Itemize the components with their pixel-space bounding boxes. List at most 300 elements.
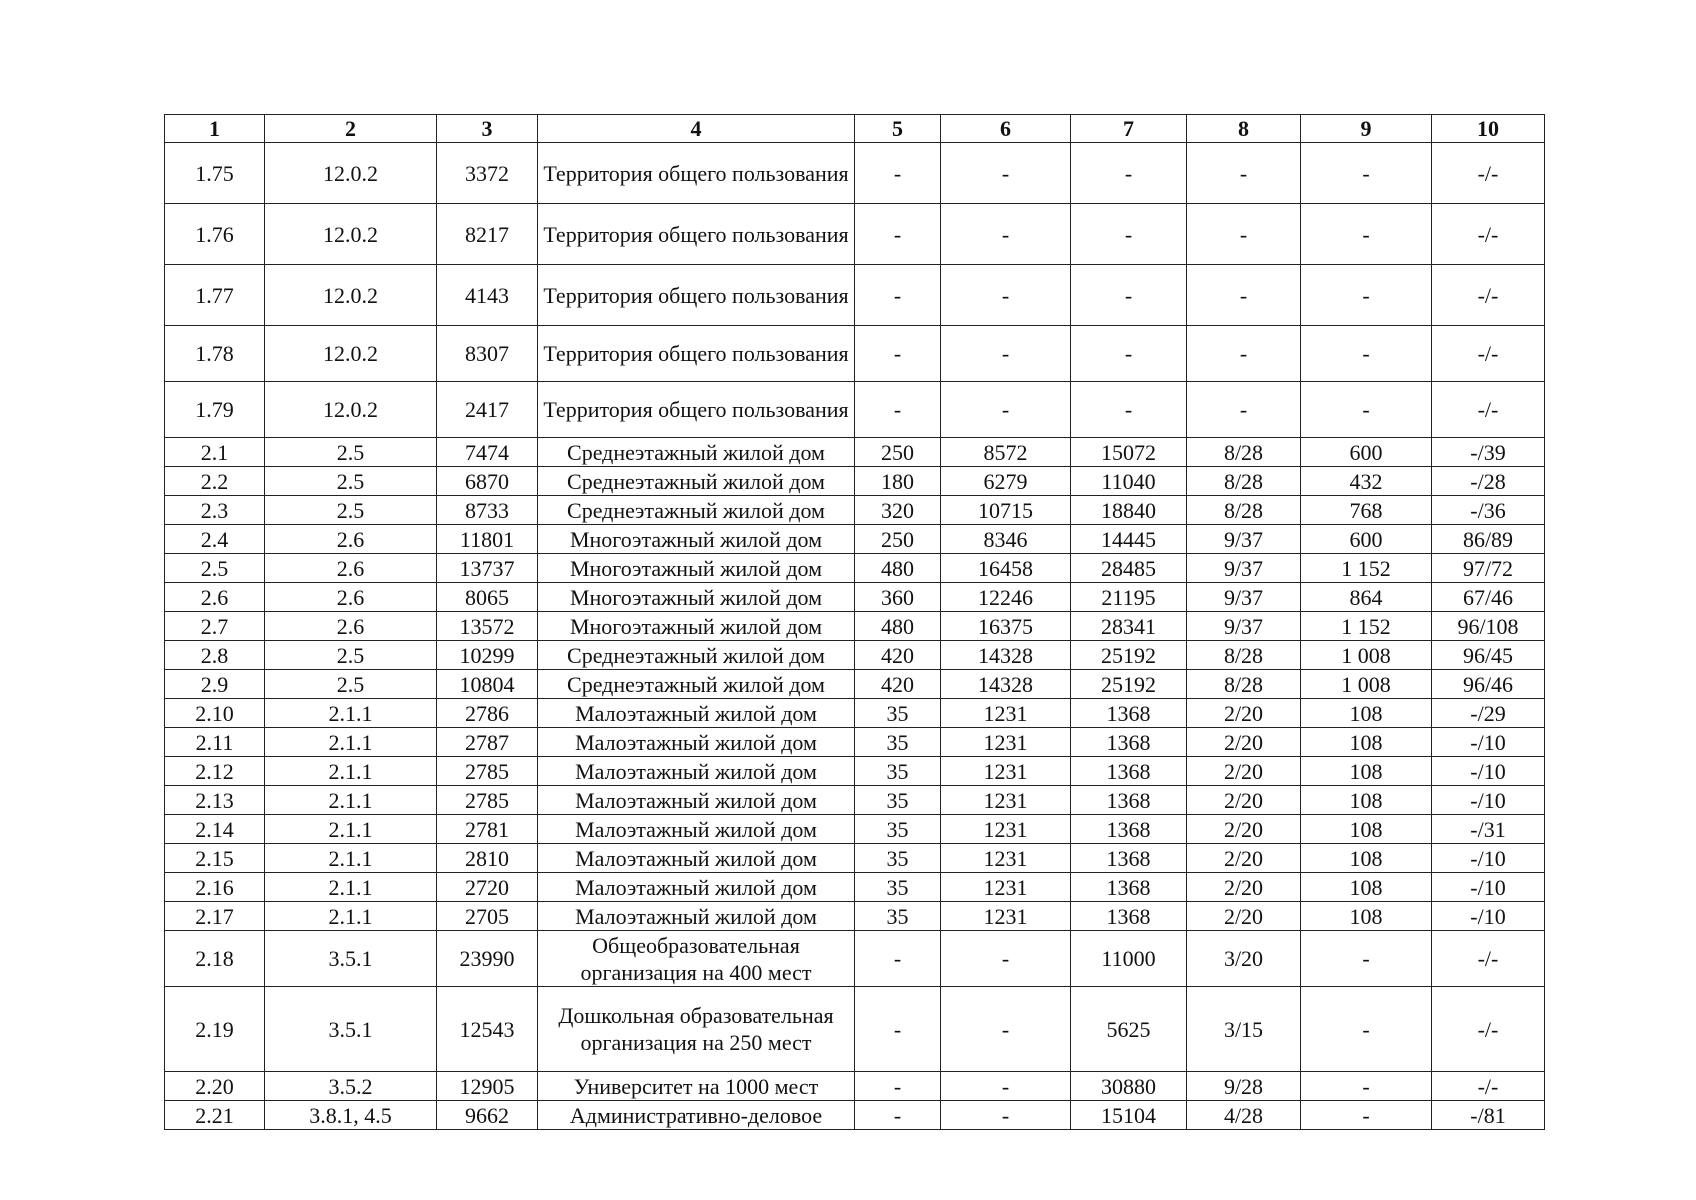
- header-row: [165, 115, 1545, 143]
- cell-col5: -: [855, 326, 941, 382]
- table-row: [165, 467, 1545, 496]
- cell-col9: 108: [1301, 844, 1432, 873]
- cell-col7: 25192: [1071, 641, 1187, 670]
- cell-code: 2.5: [265, 641, 437, 670]
- cell-col8: 9/37: [1187, 525, 1301, 554]
- cell-number: 2.16: [165, 873, 265, 902]
- cell-col9: 1 008: [1301, 670, 1432, 699]
- cell-col6: 10715: [941, 496, 1071, 525]
- cell-area: 8217: [437, 204, 538, 265]
- cell-col5: -: [855, 987, 941, 1072]
- cell-col6: -: [941, 1072, 1071, 1101]
- cell-col8: -: [1187, 382, 1301, 438]
- cell-name: Многоэтажный жилой дом: [538, 554, 855, 583]
- cell-col7: 1368: [1071, 815, 1187, 844]
- cell-col7: -: [1071, 204, 1187, 265]
- cell-code: 12.0.2: [265, 382, 437, 438]
- table-row: [165, 931, 1545, 987]
- header-cell: 5: [855, 115, 941, 143]
- cell-col9: 864: [1301, 583, 1432, 612]
- cell-col5: 35: [855, 728, 941, 757]
- header-cell: 6: [941, 115, 1071, 143]
- cell-col10: -/-: [1432, 987, 1545, 1072]
- cell-col8: -: [1187, 204, 1301, 265]
- cell-name: Территория общего пользования: [538, 204, 855, 265]
- cell-number: 2.6: [165, 583, 265, 612]
- table-row: [165, 873, 1545, 902]
- cell-col6: 1231: [941, 786, 1071, 815]
- table-row: [165, 326, 1545, 382]
- cell-code: 2.5: [265, 670, 437, 699]
- cell-col6: -: [941, 204, 1071, 265]
- table-row: [165, 204, 1545, 265]
- cell-col10: -/36: [1432, 496, 1545, 525]
- data-table: [164, 114, 1545, 1130]
- cell-col10: 96/45: [1432, 641, 1545, 670]
- cell-col8: 4/28: [1187, 1101, 1301, 1130]
- cell-col10: -/10: [1432, 873, 1545, 902]
- table-row: [165, 496, 1545, 525]
- header-cell: 4: [538, 115, 855, 143]
- cell-name: Территория общего пользования: [538, 265, 855, 326]
- cell-area: 2781: [437, 815, 538, 844]
- cell-col7: 1368: [1071, 844, 1187, 873]
- cell-area: 2785: [437, 757, 538, 786]
- table-row: [165, 757, 1545, 786]
- cell-number: 2.10: [165, 699, 265, 728]
- cell-col9: 1 152: [1301, 612, 1432, 641]
- cell-col5: -: [855, 931, 941, 987]
- table-row: [165, 786, 1545, 815]
- cell-col8: 8/28: [1187, 670, 1301, 699]
- cell-area: 2417: [437, 382, 538, 438]
- cell-code: 2.1.1: [265, 873, 437, 902]
- cell-code: 3.8.1, 4.5: [265, 1101, 437, 1130]
- cell-col10: -/28: [1432, 467, 1545, 496]
- cell-col9: -: [1301, 987, 1432, 1072]
- cell-col10: 96/108: [1432, 612, 1545, 641]
- cell-col5: 250: [855, 525, 941, 554]
- cell-number: 2.4: [165, 525, 265, 554]
- table-body: [165, 143, 1545, 1130]
- cell-col8: 2/20: [1187, 815, 1301, 844]
- cell-col9: 108: [1301, 757, 1432, 786]
- cell-col10: -/10: [1432, 844, 1545, 873]
- cell-code: 3.5.2: [265, 1072, 437, 1101]
- cell-name: Многоэтажный жилой дом: [538, 583, 855, 612]
- table-row: [165, 143, 1545, 204]
- cell-area: 8733: [437, 496, 538, 525]
- cell-col9: 768: [1301, 496, 1432, 525]
- cell-col7: 11040: [1071, 467, 1187, 496]
- cell-col7: -: [1071, 143, 1187, 204]
- cell-col7: 15072: [1071, 438, 1187, 467]
- table-row: [165, 525, 1545, 554]
- cell-col9: 108: [1301, 786, 1432, 815]
- cell-col8: 9/37: [1187, 612, 1301, 641]
- cell-code: 12.0.2: [265, 326, 437, 382]
- cell-area: 10804: [437, 670, 538, 699]
- cell-col6: 14328: [941, 641, 1071, 670]
- cell-area: 2787: [437, 728, 538, 757]
- cell-name: Малоэтажный жилой дом: [538, 728, 855, 757]
- cell-name: Территория общего пользования: [538, 382, 855, 438]
- cell-area: 11801: [437, 525, 538, 554]
- cell-col7: 1368: [1071, 902, 1187, 931]
- cell-number: 2.1: [165, 438, 265, 467]
- cell-number: 1.76: [165, 204, 265, 265]
- cell-name: Многоэтажный жилой дом: [538, 612, 855, 641]
- table-row: [165, 382, 1545, 438]
- cell-code: 12.0.2: [265, 265, 437, 326]
- cell-col5: 480: [855, 612, 941, 641]
- cell-col7: 28341: [1071, 612, 1187, 641]
- cell-name: Общеобразовательная организация на 400 мест: [538, 931, 855, 987]
- cell-code: 3.5.1: [265, 987, 437, 1072]
- cell-col8: 2/20: [1187, 699, 1301, 728]
- cell-col8: 8/28: [1187, 438, 1301, 467]
- cell-area: 13737: [437, 554, 538, 583]
- cell-col10: -/81: [1432, 1101, 1545, 1130]
- cell-col6: 1231: [941, 844, 1071, 873]
- cell-col8: 9/37: [1187, 583, 1301, 612]
- cell-col9: -: [1301, 1101, 1432, 1130]
- cell-col10: -/39: [1432, 438, 1545, 467]
- cell-code: 2.6: [265, 612, 437, 641]
- header-cell: 3: [437, 115, 538, 143]
- header-cell: 8: [1187, 115, 1301, 143]
- cell-col9: 108: [1301, 728, 1432, 757]
- table-row: [165, 987, 1545, 1072]
- cell-number: 2.18: [165, 931, 265, 987]
- cell-area: 13572: [437, 612, 538, 641]
- cell-number: 1.78: [165, 326, 265, 382]
- cell-col5: 35: [855, 815, 941, 844]
- cell-name: Многоэтажный жилой дом: [538, 525, 855, 554]
- cell-col5: -: [855, 265, 941, 326]
- cell-col9: 108: [1301, 815, 1432, 844]
- cell-col5: 35: [855, 786, 941, 815]
- cell-col6: 1231: [941, 757, 1071, 786]
- cell-col10: -/10: [1432, 902, 1545, 931]
- cell-col6: -: [941, 143, 1071, 204]
- cell-number: 1.75: [165, 143, 265, 204]
- cell-col8: 3/15: [1187, 987, 1301, 1072]
- cell-area: 2810: [437, 844, 538, 873]
- cell-col8: 8/28: [1187, 467, 1301, 496]
- cell-col7: 18840: [1071, 496, 1187, 525]
- cell-code: 2.1.1: [265, 786, 437, 815]
- cell-col5: 320: [855, 496, 941, 525]
- cell-number: 1.77: [165, 265, 265, 326]
- cell-col6: -: [941, 931, 1071, 987]
- cell-col6: 6279: [941, 467, 1071, 496]
- table-row: [165, 265, 1545, 326]
- header-cell: 10: [1432, 115, 1545, 143]
- cell-area: 8065: [437, 583, 538, 612]
- cell-code: 2.1.1: [265, 728, 437, 757]
- cell-col7: 5625: [1071, 987, 1187, 1072]
- cell-code: 12.0.2: [265, 204, 437, 265]
- cell-col5: 420: [855, 641, 941, 670]
- cell-col8: 2/20: [1187, 902, 1301, 931]
- cell-col5: 420: [855, 670, 941, 699]
- cell-name: Малоэтажный жилой дом: [538, 844, 855, 873]
- cell-col9: 600: [1301, 438, 1432, 467]
- cell-number: 2.2: [165, 467, 265, 496]
- cell-col6: 1231: [941, 815, 1071, 844]
- cell-number: 2.12: [165, 757, 265, 786]
- cell-col9: -: [1301, 1072, 1432, 1101]
- cell-col6: -: [941, 382, 1071, 438]
- cell-number: 2.19: [165, 987, 265, 1072]
- cell-col10: -/10: [1432, 728, 1545, 757]
- cell-code: 2.1.1: [265, 757, 437, 786]
- cell-name: Малоэтажный жилой дом: [538, 815, 855, 844]
- cell-name: Среднеэтажный жилой дом: [538, 670, 855, 699]
- cell-col9: -: [1301, 382, 1432, 438]
- cell-col6: 16458: [941, 554, 1071, 583]
- cell-name: Малоэтажный жилой дом: [538, 699, 855, 728]
- cell-number: 2.5: [165, 554, 265, 583]
- cell-col10: -/-: [1432, 265, 1545, 326]
- table-row: [165, 1101, 1545, 1130]
- cell-name: Малоэтажный жилой дом: [538, 786, 855, 815]
- cell-col7: 11000: [1071, 931, 1187, 987]
- cell-col9: 600: [1301, 525, 1432, 554]
- cell-col8: -: [1187, 265, 1301, 326]
- cell-col8: 2/20: [1187, 873, 1301, 902]
- cell-col8: 8/28: [1187, 496, 1301, 525]
- cell-col7: 15104: [1071, 1101, 1187, 1130]
- cell-col10: 67/46: [1432, 583, 1545, 612]
- cell-col5: 180: [855, 467, 941, 496]
- cell-col10: -/-: [1432, 326, 1545, 382]
- cell-col7: 1368: [1071, 728, 1187, 757]
- cell-name: Малоэтажный жилой дом: [538, 757, 855, 786]
- cell-col5: -: [855, 1101, 941, 1130]
- table-row: [165, 902, 1545, 931]
- cell-number: 2.13: [165, 786, 265, 815]
- cell-col6: -: [941, 265, 1071, 326]
- cell-col7: 14445: [1071, 525, 1187, 554]
- cell-name: Территория общего пользования: [538, 143, 855, 204]
- cell-col7: -: [1071, 265, 1187, 326]
- cell-area: 2786: [437, 699, 538, 728]
- cell-code: 2.5: [265, 467, 437, 496]
- cell-col7: 1368: [1071, 757, 1187, 786]
- table-row: [165, 641, 1545, 670]
- cell-col10: -/-: [1432, 1072, 1545, 1101]
- cell-area: 9662: [437, 1101, 538, 1130]
- cell-col5: -: [855, 204, 941, 265]
- cell-col8: -: [1187, 143, 1301, 204]
- cell-area: 23990: [437, 931, 538, 987]
- table-row: [165, 1072, 1545, 1101]
- cell-area: 10299: [437, 641, 538, 670]
- cell-col9: -: [1301, 143, 1432, 204]
- cell-number: 2.14: [165, 815, 265, 844]
- cell-col9: 108: [1301, 902, 1432, 931]
- table-row: [165, 554, 1545, 583]
- cell-name: Территория общего пользования: [538, 326, 855, 382]
- cell-col6: 12246: [941, 583, 1071, 612]
- table-row: [165, 438, 1545, 467]
- cell-code: 2.1.1: [265, 815, 437, 844]
- cell-area: 3372: [437, 143, 538, 204]
- cell-code: 2.1.1: [265, 699, 437, 728]
- cell-col5: -: [855, 143, 941, 204]
- header-cell: 1: [165, 115, 265, 143]
- cell-col10: 97/72: [1432, 554, 1545, 583]
- header-cell: 9: [1301, 115, 1432, 143]
- cell-col6: -: [941, 326, 1071, 382]
- table-row: [165, 612, 1545, 641]
- cell-col8: 3/20: [1187, 931, 1301, 987]
- cell-col9: -: [1301, 326, 1432, 382]
- cell-col10: 96/46: [1432, 670, 1545, 699]
- cell-col8: 9/37: [1187, 554, 1301, 583]
- cell-number: 2.20: [165, 1072, 265, 1101]
- cell-col9: 108: [1301, 873, 1432, 902]
- cell-col6: 16375: [941, 612, 1071, 641]
- cell-code: 2.6: [265, 525, 437, 554]
- cell-col9: 108: [1301, 699, 1432, 728]
- cell-number: 1.79: [165, 382, 265, 438]
- cell-col10: -/-: [1432, 204, 1545, 265]
- cell-number: 2.3: [165, 496, 265, 525]
- cell-area: 2705: [437, 902, 538, 931]
- cell-col8: 2/20: [1187, 757, 1301, 786]
- cell-col10: -/-: [1432, 382, 1545, 438]
- cell-col5: 35: [855, 873, 941, 902]
- cell-col10: -/29: [1432, 699, 1545, 728]
- cell-name: Дошкольная образовательная организация на 250 мест: [538, 987, 855, 1072]
- cell-area: 6870: [437, 467, 538, 496]
- cell-col9: -: [1301, 931, 1432, 987]
- cell-col7: 1368: [1071, 699, 1187, 728]
- table-row: [165, 583, 1545, 612]
- cell-col5: 35: [855, 844, 941, 873]
- cell-code: 12.0.2: [265, 143, 437, 204]
- cell-number: 2.21: [165, 1101, 265, 1130]
- cell-col5: 360: [855, 583, 941, 612]
- cell-col5: 35: [855, 902, 941, 931]
- cell-col7: -: [1071, 382, 1187, 438]
- cell-number: 2.17: [165, 902, 265, 931]
- cell-col8: -: [1187, 326, 1301, 382]
- cell-area: 4143: [437, 265, 538, 326]
- cell-col8: 2/20: [1187, 728, 1301, 757]
- cell-col10: 86/89: [1432, 525, 1545, 554]
- cell-name: Среднеэтажный жилой дом: [538, 496, 855, 525]
- cell-area: 7474: [437, 438, 538, 467]
- cell-area: 12543: [437, 987, 538, 1072]
- cell-name: Среднеэтажный жилой дом: [538, 641, 855, 670]
- cell-code: 3.5.1: [265, 931, 437, 987]
- cell-name: Среднеэтажный жилой дом: [538, 467, 855, 496]
- cell-col7: 28485: [1071, 554, 1187, 583]
- cell-col7: -: [1071, 326, 1187, 382]
- cell-col9: 432: [1301, 467, 1432, 496]
- table-row: [165, 815, 1545, 844]
- cell-col5: 35: [855, 699, 941, 728]
- table-header: [165, 115, 1545, 143]
- cell-area: 12905: [437, 1072, 538, 1101]
- cell-code: 2.1.1: [265, 902, 437, 931]
- cell-col7: 1368: [1071, 873, 1187, 902]
- cell-area: 2720: [437, 873, 538, 902]
- cell-area: 2785: [437, 786, 538, 815]
- table-row: [165, 670, 1545, 699]
- cell-col6: 14328: [941, 670, 1071, 699]
- cell-col7: 30880: [1071, 1072, 1187, 1101]
- cell-code: 2.6: [265, 554, 437, 583]
- header-cell: 2: [265, 115, 437, 143]
- cell-col10: -/-: [1432, 931, 1545, 987]
- cell-col6: 1231: [941, 902, 1071, 931]
- cell-col10: -/10: [1432, 786, 1545, 815]
- cell-col5: -: [855, 1072, 941, 1101]
- cell-col9: 1 152: [1301, 554, 1432, 583]
- cell-col6: 1231: [941, 728, 1071, 757]
- cell-col7: 25192: [1071, 670, 1187, 699]
- cell-col6: 8346: [941, 525, 1071, 554]
- table-row: [165, 844, 1545, 873]
- cell-number: 2.7: [165, 612, 265, 641]
- cell-col10: -/31: [1432, 815, 1545, 844]
- table-row: [165, 699, 1545, 728]
- cell-col6: -: [941, 987, 1071, 1072]
- cell-col10: -/10: [1432, 757, 1545, 786]
- cell-col7: 1368: [1071, 786, 1187, 815]
- cell-col6: 1231: [941, 699, 1071, 728]
- cell-col9: -: [1301, 204, 1432, 265]
- cell-code: 2.5: [265, 496, 437, 525]
- cell-col5: 480: [855, 554, 941, 583]
- cell-col8: 2/20: [1187, 844, 1301, 873]
- cell-number: 2.11: [165, 728, 265, 757]
- cell-code: 2.5: [265, 438, 437, 467]
- cell-code: 2.6: [265, 583, 437, 612]
- cell-name: Университет на 1000 мест: [538, 1072, 855, 1101]
- cell-col10: -/-: [1432, 143, 1545, 204]
- cell-name: Малоэтажный жилой дом: [538, 873, 855, 902]
- cell-code: 2.1.1: [265, 844, 437, 873]
- cell-col7: 21195: [1071, 583, 1187, 612]
- cell-col6: 8572: [941, 438, 1071, 467]
- cell-col6: -: [941, 1101, 1071, 1130]
- cell-col8: 2/20: [1187, 786, 1301, 815]
- cell-number: 2.9: [165, 670, 265, 699]
- cell-number: 2.15: [165, 844, 265, 873]
- cell-col5: -: [855, 382, 941, 438]
- cell-name: Среднеэтажный жилой дом: [538, 438, 855, 467]
- cell-area: 8307: [437, 326, 538, 382]
- cell-col5: 250: [855, 438, 941, 467]
- cell-col9: -: [1301, 265, 1432, 326]
- header-cell: 7: [1071, 115, 1187, 143]
- cell-col9: 1 008: [1301, 641, 1432, 670]
- cell-col6: 1231: [941, 873, 1071, 902]
- cell-col8: 8/28: [1187, 641, 1301, 670]
- cell-col8: 9/28: [1187, 1072, 1301, 1101]
- table-row: [165, 728, 1545, 757]
- cell-name: Малоэтажный жилой дом: [538, 902, 855, 931]
- cell-col5: 35: [855, 757, 941, 786]
- cell-number: 2.8: [165, 641, 265, 670]
- cell-name: Административно-деловое: [538, 1101, 855, 1130]
